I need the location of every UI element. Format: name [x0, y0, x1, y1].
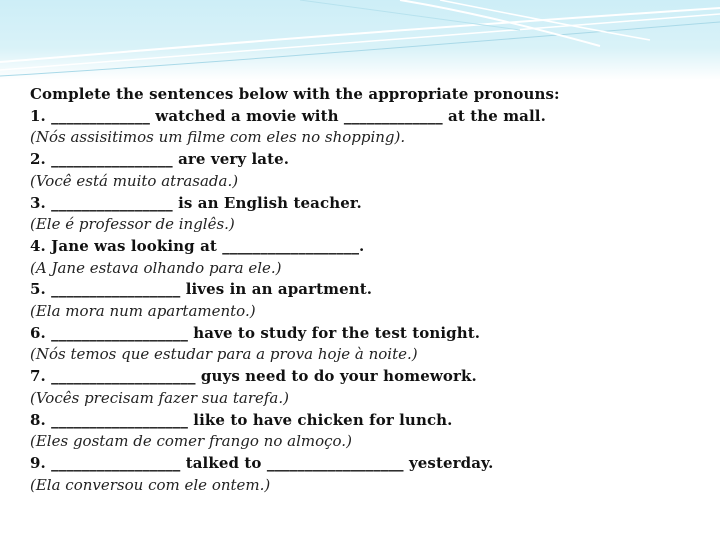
sentence-9: 9. _________________ talked to __________________ yesterday.	[30, 453, 494, 472]
wave-lines-decoration	[0, 0, 720, 80]
decorative-header-band	[0, 0, 720, 80]
translation-7: (Vocês precisam fazer sua tarefa.)	[30, 388, 289, 407]
sentence-2: 2. ________________ are very late.	[30, 150, 290, 169]
sentence-1: 1. _____________ watched a movie with _____________ at the mall.	[30, 106, 546, 125]
exercise-body	[30, 84, 710, 496]
sentence-8: 8. __________________ like to have chicken for lunch.	[30, 410, 453, 429]
translation-8: (Eles gostam de comer frango no almoço.)	[30, 432, 352, 451]
instruction-text: Complete the sentences below with the appropriate pronouns:	[30, 85, 560, 103]
sentence-3: 3. ________________ is an English teacher.	[30, 193, 362, 212]
sentence-4: 4. Jane was looking at __________________.	[30, 236, 365, 255]
translation-6: (Nós temos que estudar para a prova hoje à noite.)	[30, 345, 418, 364]
sentence-6: 6. __________________ have to study for the test tonight.	[30, 323, 481, 342]
translation-2: (Você está muito atrasada.)	[30, 171, 239, 190]
translation-3: (Ele é professor de inglês.)	[30, 215, 235, 234]
translation-1: (Nós assisitimos um filme com eles no shopping).	[30, 128, 406, 147]
translation-4: (A Jane estava olhando para ele.)	[30, 258, 282, 277]
sentence-5: 5. _________________ lives in an apartment.	[30, 280, 373, 299]
translation-9: (Ela conversou com ele ontem.)	[30, 475, 271, 494]
translation-5: (Ela mora num apartamento.)	[30, 302, 256, 321]
sentence-7: 7. ___________________ guys need to do your homework.	[30, 367, 477, 386]
